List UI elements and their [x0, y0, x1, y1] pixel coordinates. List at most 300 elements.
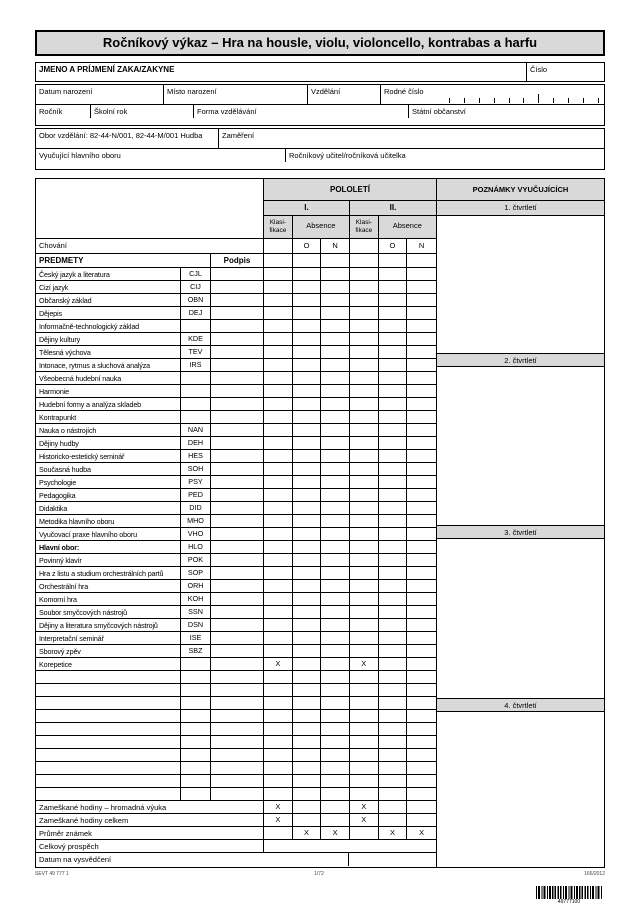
subject-code [181, 749, 211, 761]
absence-cell [407, 593, 436, 605]
absence-cell [321, 580, 350, 592]
absence-cell [321, 567, 350, 579]
subject-code [181, 697, 211, 709]
subject-row [36, 281, 436, 294]
subject-row [36, 346, 436, 359]
absence-cell [293, 580, 322, 592]
absence-cell [293, 320, 322, 332]
grade-cell [264, 359, 293, 371]
absence-cell [293, 268, 322, 280]
grade-cell [264, 736, 293, 748]
absence-cell [379, 710, 408, 722]
subject-code: CJL [181, 268, 211, 280]
absence-cell [379, 567, 408, 579]
grade-cell [350, 502, 379, 514]
certificate-date-value-cell [349, 853, 436, 866]
signature-cell [211, 619, 264, 631]
absence-cell [321, 489, 350, 501]
quarter-4-notes-area [437, 712, 604, 867]
absence-cell [321, 736, 350, 748]
grade-cell [264, 411, 293, 423]
subject-code: PSY [181, 476, 211, 488]
subject-row [36, 398, 436, 411]
signature-cell [211, 320, 264, 332]
subject-row [36, 437, 436, 450]
quarter-3-header: 3. čtvrtletí [437, 525, 604, 539]
grade-cell [350, 489, 379, 501]
absence-cell [321, 749, 350, 761]
main-subject-teacher-field: Vyučující hlavního oboru [36, 149, 286, 162]
behavior-row [36, 239, 436, 254]
subject-name [36, 775, 181, 787]
absence-cell [407, 489, 436, 501]
absence-cell [379, 749, 408, 761]
grade-cell [350, 307, 379, 319]
grade-cell [350, 567, 379, 579]
grade-cell [350, 463, 379, 475]
subject-name: Český jazyk a literatura [36, 268, 181, 280]
grade-cell [264, 710, 293, 722]
signature-cell [211, 593, 264, 605]
signature-cell [211, 450, 264, 462]
semester-2-header: II. [350, 201, 436, 215]
absence-cell [407, 359, 436, 371]
absence-cell [407, 606, 436, 618]
subject-row [36, 515, 436, 528]
semester-header: POLOLETÍ [264, 179, 436, 201]
absence-cell [407, 632, 436, 644]
absence-cell [379, 541, 408, 553]
subject-name: Dějiny hudby [36, 437, 181, 449]
grade-cell [350, 697, 379, 709]
absence-cell [321, 463, 350, 475]
subject-code [181, 788, 211, 800]
subject-code: KDE [181, 333, 211, 345]
absence-cell [293, 437, 322, 449]
number-field: Číslo [530, 65, 548, 74]
absence-cell [321, 593, 350, 605]
subject-name: Pedagogika [36, 489, 181, 501]
absence-cell [379, 723, 408, 735]
absence-cell [293, 684, 322, 696]
grade-cell [350, 710, 379, 722]
absence-cell [321, 723, 350, 735]
klasifikace-header-1: Klasi- fikace [264, 216, 293, 238]
grade-cell [350, 424, 379, 436]
subject-name [36, 749, 181, 761]
absence-cell [379, 411, 408, 423]
absence-cell [379, 658, 408, 670]
subject-name [36, 788, 181, 800]
grade-cell [264, 463, 293, 475]
grade-cell [350, 476, 379, 488]
subject-row [36, 658, 436, 671]
grade-cell [350, 385, 379, 397]
subject-name: Povinný klavír [36, 554, 181, 566]
absence-cell [293, 346, 322, 358]
absence-cell [321, 372, 350, 384]
grade-cell: X [264, 658, 293, 670]
absence-cell [293, 671, 322, 683]
absence-cell [407, 307, 436, 319]
absence-cell [321, 515, 350, 527]
teacher-notes-column [436, 179, 604, 867]
absence-cell [293, 385, 322, 397]
subject-name: Současná hudba [36, 463, 181, 475]
absence-cell [407, 476, 436, 488]
absence-cell [321, 606, 350, 618]
absence-cell [407, 424, 436, 436]
absence-cell [293, 736, 322, 748]
absence-cell [407, 762, 436, 774]
absence-cell [379, 489, 408, 501]
subject-name: Nauka o nástrojích [36, 424, 181, 436]
grade-cell [264, 489, 293, 501]
absence-cell [379, 502, 408, 514]
signature-header: Podpis [211, 254, 264, 267]
subject-name: Informačně-technologický základ [36, 320, 181, 332]
subject-row [36, 320, 436, 333]
subject-code [181, 411, 211, 423]
absence-cell [293, 502, 322, 514]
subject-name [36, 762, 181, 774]
signature-cell [211, 385, 264, 397]
quarter-3-notes-area [437, 539, 604, 698]
subject-row [36, 411, 436, 424]
barcode [536, 886, 602, 899]
subject-row [36, 567, 436, 580]
subject-code: HES [181, 450, 211, 462]
absence-cell [379, 762, 408, 774]
birth-place-field: Místo narození [164, 85, 308, 104]
subject-name: Všeobecná hudební nauka [36, 372, 181, 384]
subject-code: SOP [181, 567, 211, 579]
absence-cell [321, 346, 350, 358]
absence-cell [407, 320, 436, 332]
absence-cell [379, 307, 408, 319]
subject-code [181, 385, 211, 397]
grade-cell [350, 593, 379, 605]
absence-cell [293, 632, 322, 644]
absence-cell [407, 736, 436, 748]
subject-row [36, 476, 436, 489]
student-name-box [35, 62, 605, 82]
notes-header: POZNÁMKY VYUČUJÍCÍCH [437, 179, 604, 201]
grade-cell [264, 684, 293, 696]
absence-cell [321, 554, 350, 566]
subject-row [36, 788, 436, 801]
absence-cell [379, 476, 408, 488]
grade-cell [350, 723, 379, 735]
signature-cell [211, 684, 264, 696]
subject-code [181, 658, 211, 670]
subject-code: IRS [181, 359, 211, 371]
absence-cell [407, 567, 436, 579]
absence-cell [407, 268, 436, 280]
signature-cell [211, 645, 264, 657]
absence-col-o-2: O [379, 239, 408, 253]
grade-cell [264, 372, 293, 384]
grade-cell [264, 385, 293, 397]
absence-cell [293, 723, 322, 735]
subject-name: Tělesná výchova [36, 346, 181, 358]
subject-code [181, 320, 211, 332]
grades-table-left [36, 179, 436, 867]
grade-cell [350, 268, 379, 280]
absence-cell [407, 281, 436, 293]
subject-row [36, 450, 436, 463]
absence-cell [407, 333, 436, 345]
absence-cell [293, 515, 322, 527]
grade-cell [350, 398, 379, 410]
absence-cell [293, 762, 322, 774]
subject-code: SSN [181, 606, 211, 618]
subject-row [36, 645, 436, 658]
grade-cell [264, 333, 293, 345]
student-name-label: JMENO A PRÍJMENÍ ZAKA/ZAKYNE [36, 63, 527, 81]
form-title: Ročníkový výkaz – Hra na housle, violu, violoncello, kontrabas a harfu [35, 30, 605, 56]
grade-cell [350, 749, 379, 761]
grade-cell [264, 437, 293, 449]
subject-name: Psychologie [36, 476, 181, 488]
subject-row [36, 385, 436, 398]
absence-cell [321, 476, 350, 488]
subject-code [181, 723, 211, 735]
grade-cell [350, 645, 379, 657]
behavior-label: Chování [36, 239, 264, 253]
subject-name [36, 710, 181, 722]
absence-cell [293, 788, 322, 800]
signature-cell [211, 268, 264, 280]
subject-code: OBN [181, 294, 211, 306]
missed-hours-total-row: Zameškané hodiny celkem X X [36, 814, 436, 827]
grade-cell [350, 359, 379, 371]
absence-cell [321, 333, 350, 345]
subject-name: Hra z listu a studium orchestrálních partů [36, 567, 181, 579]
grade-cell [264, 307, 293, 319]
signature-cell [211, 580, 264, 592]
absence-cell [407, 671, 436, 683]
grade-cell [264, 502, 293, 514]
absence-col-o-1: O [293, 239, 322, 253]
grade-cell [264, 528, 293, 540]
signature-cell [211, 359, 264, 371]
absence-cell [379, 294, 408, 306]
certificate-date-row: Datum na vysvědčení [36, 853, 436, 866]
subject-row [36, 424, 436, 437]
absence-cell [407, 385, 436, 397]
subject-row [36, 554, 436, 567]
absence-cell [321, 281, 350, 293]
grade-cell [350, 762, 379, 774]
grade-cell [350, 684, 379, 696]
grade-cell [350, 736, 379, 748]
subject-name: Dějepis [36, 307, 181, 319]
grade-cell [350, 515, 379, 527]
absence-cell [293, 658, 322, 670]
absence-cell [321, 619, 350, 631]
absence-cell [293, 489, 322, 501]
grade-cell [264, 541, 293, 553]
grade-cell [350, 450, 379, 462]
quarter-2-notes-area [437, 367, 604, 525]
absence-cell [379, 775, 408, 787]
absence-cell [293, 554, 322, 566]
grade-cell [350, 411, 379, 423]
absence-cell [379, 398, 408, 410]
subject-row [36, 333, 436, 346]
signature-cell [211, 723, 264, 735]
absence-cell [321, 385, 350, 397]
subject-code: DID [181, 502, 211, 514]
grade-cell [264, 320, 293, 332]
signature-cell [211, 671, 264, 683]
signature-cell [211, 398, 264, 410]
subject-code: POK [181, 554, 211, 566]
absence-cell [379, 320, 408, 332]
absence-cell [379, 632, 408, 644]
grade-cell [264, 424, 293, 436]
signature-cell [211, 294, 264, 306]
grade-cell [350, 775, 379, 787]
subject-row [36, 294, 436, 307]
grade-cell [350, 320, 379, 332]
subject-name: Didaktika [36, 502, 181, 514]
subject-code: HLO [181, 541, 211, 553]
absence-cell [293, 697, 322, 709]
absence-cell [379, 697, 408, 709]
subject-row [36, 710, 436, 723]
absence-cell [321, 697, 350, 709]
citizenship-field: Státní občanství [412, 107, 466, 116]
absence-cell [293, 619, 322, 631]
subject-row [36, 489, 436, 502]
absence-cell [407, 463, 436, 475]
grade-cell [350, 632, 379, 644]
absence-cell [407, 658, 436, 670]
signature-cell [211, 736, 264, 748]
education-form-field: Forma vzdělávání [194, 105, 409, 118]
subject-name: Kontrapunkt [36, 411, 181, 423]
specialization-field: Zaměření [222, 131, 255, 140]
grade-cell [264, 580, 293, 592]
footer-page-number: 1/72 [314, 871, 324, 877]
subject-row [36, 593, 436, 606]
subject-row [36, 372, 436, 385]
absence-cell [407, 684, 436, 696]
grade-cell [350, 554, 379, 566]
absence-cell [407, 398, 436, 410]
quarter-2-header: 2. čtvrtletí [437, 353, 604, 367]
subject-row [36, 775, 436, 788]
absence-cell [321, 671, 350, 683]
absence-cell [407, 437, 436, 449]
absence-cell [379, 593, 408, 605]
absence-cell [379, 463, 408, 475]
absence-cell [407, 580, 436, 592]
signature-cell [211, 528, 264, 540]
absence-cell [321, 359, 350, 371]
birth-date-field: Datum narození [36, 85, 164, 104]
absence-cell [293, 606, 322, 618]
absence-cell [293, 398, 322, 410]
absence-cell [293, 359, 322, 371]
signature-cell [211, 541, 264, 553]
subject-name [36, 684, 181, 696]
absence-col-n-2: N [418, 241, 425, 250]
overall-result-value-cell [264, 840, 436, 852]
absence-cell [321, 268, 350, 280]
absence-cell [407, 294, 436, 306]
absence-cell [407, 372, 436, 384]
absence-cell [379, 268, 408, 280]
subject-code: VHO [181, 528, 211, 540]
grade-cell [350, 619, 379, 631]
absence-cell [407, 502, 436, 514]
subject-name: Harmonie [36, 385, 181, 397]
subject-name: Historicko-estetický seminář [36, 450, 181, 462]
subject-name: Dějiny kultury [36, 333, 181, 345]
absence-cell [321, 450, 350, 462]
subject-row [36, 749, 436, 762]
subject-row [36, 502, 436, 515]
grade-cell [264, 619, 293, 631]
absence-cell [293, 593, 322, 605]
subject-row [36, 268, 436, 281]
absence-cell [321, 528, 350, 540]
absence-cell [321, 775, 350, 787]
grade-cell [350, 671, 379, 683]
subject-code: SOH [181, 463, 211, 475]
absence-header-1: Absence [293, 216, 350, 238]
absence-cell [379, 333, 408, 345]
signature-cell [211, 658, 264, 670]
subject-name: Komorní hra [36, 593, 181, 605]
absence-cell [379, 528, 408, 540]
absence-cell [293, 281, 322, 293]
grade-cell [350, 333, 379, 345]
subject-row [36, 736, 436, 749]
absence-cell [321, 294, 350, 306]
signature-cell [211, 515, 264, 527]
footer-form-code: SEVT 49 777 1 [35, 871, 69, 877]
signature-cell [211, 281, 264, 293]
grade-cell [350, 294, 379, 306]
absence-cell [407, 346, 436, 358]
signature-cell [211, 554, 264, 566]
subject-name: Korepetice [36, 658, 181, 670]
barcode-number: 49777100 [557, 899, 581, 905]
absence-cell [379, 580, 408, 592]
school-year-field: Školní rok [91, 105, 194, 118]
subject-code: CIJ [181, 281, 211, 293]
absence-cell [293, 463, 322, 475]
personal-id-label: Rodné číslo [384, 87, 424, 96]
signature-cell [211, 411, 264, 423]
footer-form-edition: 166/2012 [584, 871, 605, 877]
subject-code [181, 671, 211, 683]
absence-header-2: Absence [379, 216, 436, 238]
subject-code [181, 684, 211, 696]
subject-row [36, 580, 436, 593]
subject-code: ISE [181, 632, 211, 644]
absence-cell [293, 450, 322, 462]
subject-code: DEJ [181, 307, 211, 319]
absence-cell [407, 749, 436, 761]
signature-cell [211, 502, 264, 514]
signature-cell [211, 424, 264, 436]
education-field: Vzdělání [308, 85, 381, 104]
